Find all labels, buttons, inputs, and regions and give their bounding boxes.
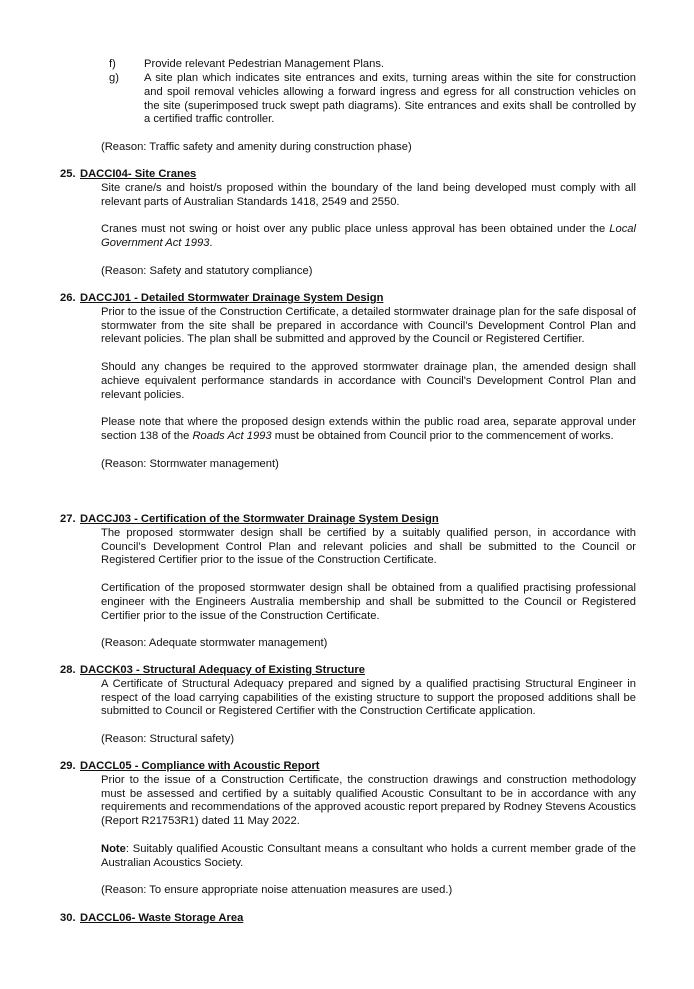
note-label: Note <box>101 842 126 855</box>
condition-paragraph: Should any changes be required to the approved stormwater drainage plan, the amended design shall achieve equivalent performance standards in accordance with Council's Development Control Plan and relevant policies. <box>101 360 636 401</box>
condition-number: 27. <box>60 513 76 525</box>
condition-paragraph: Cranes must not swing or hoist over any public place unless approval has been obtained under the Local Government Act 1993. <box>101 223 636 249</box>
condition-heading <box>60 912 636 926</box>
condition-title: DACCI04- Site Cranes <box>80 168 197 180</box>
condition-title: DACCJ01 - Detailed Stormwater Drainage System Design <box>80 292 384 304</box>
list-text: Provide relevant Pedestrian Management Plans. <box>144 58 385 70</box>
condition-reason: (Reason: Stormwater management) <box>101 457 279 470</box>
reason-traffic: (Reason: Traffic safety and amenity during construction phase) <box>101 141 412 153</box>
condition-paragraph: Prior to the issue of a Construction Certificate, the construction drawings and construction methodology must be assessed and certified by a suitably qualified Acoustic Consultant to be in accordance with any requirements and recommendations of the approved acoustic report prepared by Rodney Stevens Acoustics (Report R21753R1) dated 11 May 2022. <box>101 773 636 828</box>
condition-reason: (Reason: Safety and statutory compliance) <box>101 264 313 277</box>
condition-note: Note: Suitably qualified Acoustic Consultant means a consultant who holds a current member grade of the Australian Acoustics Society. <box>101 842 636 869</box>
condition-heading <box>60 760 636 774</box>
condition-30 <box>60 912 636 926</box>
condition-number: 26. <box>60 292 76 304</box>
act-name: Roads Act 1993 <box>192 429 272 442</box>
condition-number: 25. <box>60 168 76 180</box>
condition-title: DACCJ03 - Certification of the Stormwater Drainage System Design <box>80 513 439 525</box>
condition-title: DACCL05 - Compliance with Acoustic Report <box>80 760 320 772</box>
condition-28 <box>60 664 636 747</box>
condition-paragraph: The proposed stormwater design shall be certified by a suitably qualified person, in accordance with Council’s Development Control Plan and relevant policies and shall be submitted to the Council or Registered Certifier prior to the issue of the Construction Certificate. <box>101 526 636 567</box>
list-item-f <box>109 58 636 72</box>
condition-27 <box>60 513 636 651</box>
list-item-g <box>109 72 636 127</box>
condition-29 <box>60 760 636 898</box>
condition-26 <box>60 292 636 471</box>
condition-number: 29. <box>60 760 76 772</box>
condition-heading <box>60 292 636 306</box>
condition-reason: (Reason: Structural safety) <box>101 732 235 745</box>
list-marker: f) <box>109 58 116 70</box>
condition-paragraph: Site crane/s and hoist/s proposed within the boundary of the land being developed must comply with all relevant parts of Australian Standards 1418, 2549 and 2550. <box>101 181 636 208</box>
condition-title: DACCK03 - Structural Adequacy of Existing Structure <box>80 664 365 676</box>
act-name: Local Government Act 1993 <box>101 223 636 249</box>
condition-paragraph: Prior to the issue of the Construction Certificate, a detailed stormwater drainage plan for the safe disposal of stormwater from the site shall be prepared in accordance with Council’s Development Control Plan and relevant policies. The plan shall be submitted and approved by the Council or Registered Certifier. <box>101 305 636 346</box>
condition-heading <box>60 664 636 678</box>
condition-reason: (Reason: Adequate stormwater management) <box>101 637 328 650</box>
condition-paragraph: A Certificate of Structural Adequacy prepared and signed by a qualified practising Structural Engineer in respect of the load carrying capabilities of the existing structure to support the proposed additions shall be submitted to Council or Registered Certifier with the Construction Certificate application. <box>101 677 636 718</box>
condition-title: DACCL06- Waste Storage Area <box>80 912 244 924</box>
condition-number: 28. <box>60 664 76 676</box>
list-text: A site plan which indicates site entrances and exits, turning areas within the site for construction and spoil removal vehicles allowing a forward ingress and egress for all construction vehicles on the site (superimposed truck swept path diagrams). Site entrances and exits shall be controlled by a certified traffic controller. <box>144 72 636 126</box>
condition-number: 30. <box>60 912 76 924</box>
condition-paragraph: Certification of the proposed stormwater design shall be obtained from a qualified practising professional engineer with the Engineers Australia membership and shall be submitted to the Council or Registered Certifier prior to the issue of the Construction Certificate. <box>101 581 636 622</box>
condition-heading <box>60 168 636 182</box>
condition-reason: (Reason: To ensure appropriate noise attenuation measures are used.) <box>101 884 453 897</box>
condition-paragraph: Please note that where the proposed design extends within the public road area, separate approval under section 138 of the Roads Act 1993 must be obtained from Council prior to the commencement of works. <box>101 416 636 442</box>
condition-25 <box>60 168 636 278</box>
list-marker: g) <box>109 72 119 84</box>
condition-heading <box>60 513 636 527</box>
